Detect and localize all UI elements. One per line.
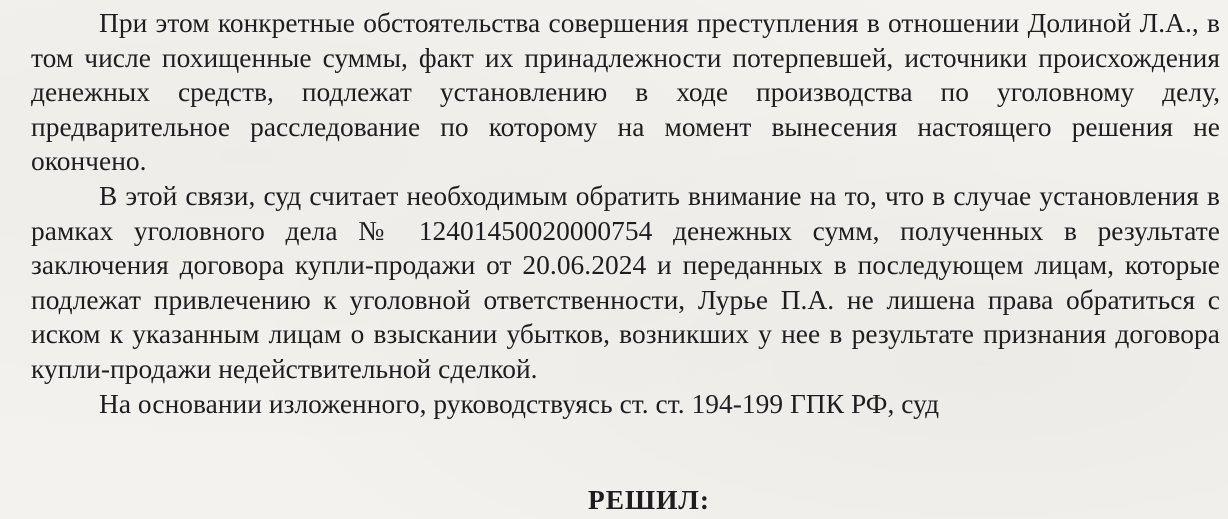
decision-heading: РЕШИЛ:: [588, 485, 710, 515]
paragraph-court-note: В этой связи, суд считает необходимым обратить внимание на то, что в случае установления в рамках уголовного дела № 12401450020000754 денежных сумм, полученных в результате заключения договора купли-продажи от 20.06.2024 и переданных в последующем лицам, которые подлежат привлечению к уголовной ответственности, Лурье П.А. не лишена права обратиться с иском к указанным лицам о взыскании убытков, возникших у нее в результате признания договора купли-продажи недействительной сделкой.: [31, 180, 1220, 384]
paragraph-basis: На основании изложенного, руководствуясь ст. ст. 194-199 ГПК РФ, суд: [99, 388, 940, 419]
paragraph-circumstances: При этом конкретные обстоятельства совершения преступления в отношении Долиной Л.А., в том числе похищенные суммы, факт их принадлежности потерпевшей, источники происхождения денежных средств, подлежат установлению в ходе производства по уголовному делу, предварительное расследование по которому на момент вынесения настоящего решения не окончено.: [31, 8, 1220, 177]
